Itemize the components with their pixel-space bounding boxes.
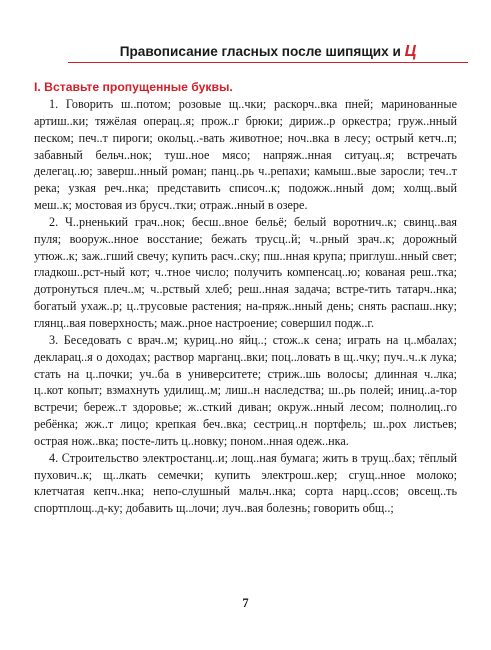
exercise-title: I. Вставьте пропущенные буквы.: [34, 80, 233, 94]
header-title-text: Правописание гласных после шипящих и: [119, 44, 401, 59]
paragraph-2: 2. Ч..рненький грач..нок; бесш..вное бельё; белый воротнич..к; свинц..вая пуля; вооруж..нное восстание; бежать трусц..й; ч..рный зрач..к; дорожный утюж..к; заж..гший свечу; купить расч..ску; пш..нная крупа; приглуш..нный свет; гладкош..рст-ный кот; ч..тное число; получить компенсац..ю; кованая реш..тка; дотронуться плеч..м; ч..рствый хлеб; реш..нная задача; встре-тить татарч..нка; богатый ухаж..р; ц..трусовые растения; на-пряж..нный день; снять распаш..нку; глянц..вая поверхность; маж..рное настроение; совершил подж..г.: [34, 214, 457, 330]
paragraph-1: 1. Говорить ш..потом; розовые щ..чки; раскорч..вка пней; маринованные артиш..ки; тяжёлая операц..я; прож..г брюки; дириж..р оркестра; груж..нный песком; печ..т пироги; окольц..-вать животное; ноч..вка в лесу; острый кетч..п; забавный бельч..нок; туш..ное мясо; напряж..нная ситуац..я; встречать делегац..ю; заверш..нный роман; панц..рь ч..репахи; камыш..вые заросли; теч..т река; узкая реч..нка; представить списоч..к; подожж..нный дом; холщ..вый меш..к; мостовая из брусч..тки; отраж..нный в озере.: [34, 97, 457, 213]
page-number: 7: [242, 596, 249, 610]
header-title-letter: Ц: [404, 43, 417, 60]
page-header-title: [72, 44, 464, 60]
exercise-body: [34, 96, 457, 517]
paragraph-3: 3. Беседовать с врач..м; куриц..но яйц..; стож..к сена; играть на ц..мбалах; декларац..я о доходах; раствор марганц..вки; поц..ловать в щ..чку; пуч..ч..к лука; стать на ц..почки; уч..ба в университете; стриж..шь волосы; длинная ч..лка; ц..кот копыт; взмахнуть удилищ..м; лиш..н наследства; ш..рь полей; иниц..а-тор встречи; береж..т здоровье; ж..сткий диван; окруж..нный лесом; полнолиц..го ребёнка; жж..т лицо; крепкая беч..вка; сестриц..н портфель; ш..рох листьев; острая нож..вка; постe-лить ц..новку; поном..нная одеж..нка.: [34, 332, 457, 448]
paragraph-4: 4. Строительство электростанц..и; лощ..ная бумага; жить в трущ..бах; тёплый пухович..к; щ..лкать семечки; купить электрош..кер; сгущ..нное молоко; клетчатая кепч..нка; непо-слушный мальч..нка; сорта нарц..ссов; овсещ..ть спортплощ..д-ку; добавить щ..лочи; луч..вая болезнь; говорить общ..;: [34, 450, 457, 516]
header-underline: [68, 62, 468, 63]
